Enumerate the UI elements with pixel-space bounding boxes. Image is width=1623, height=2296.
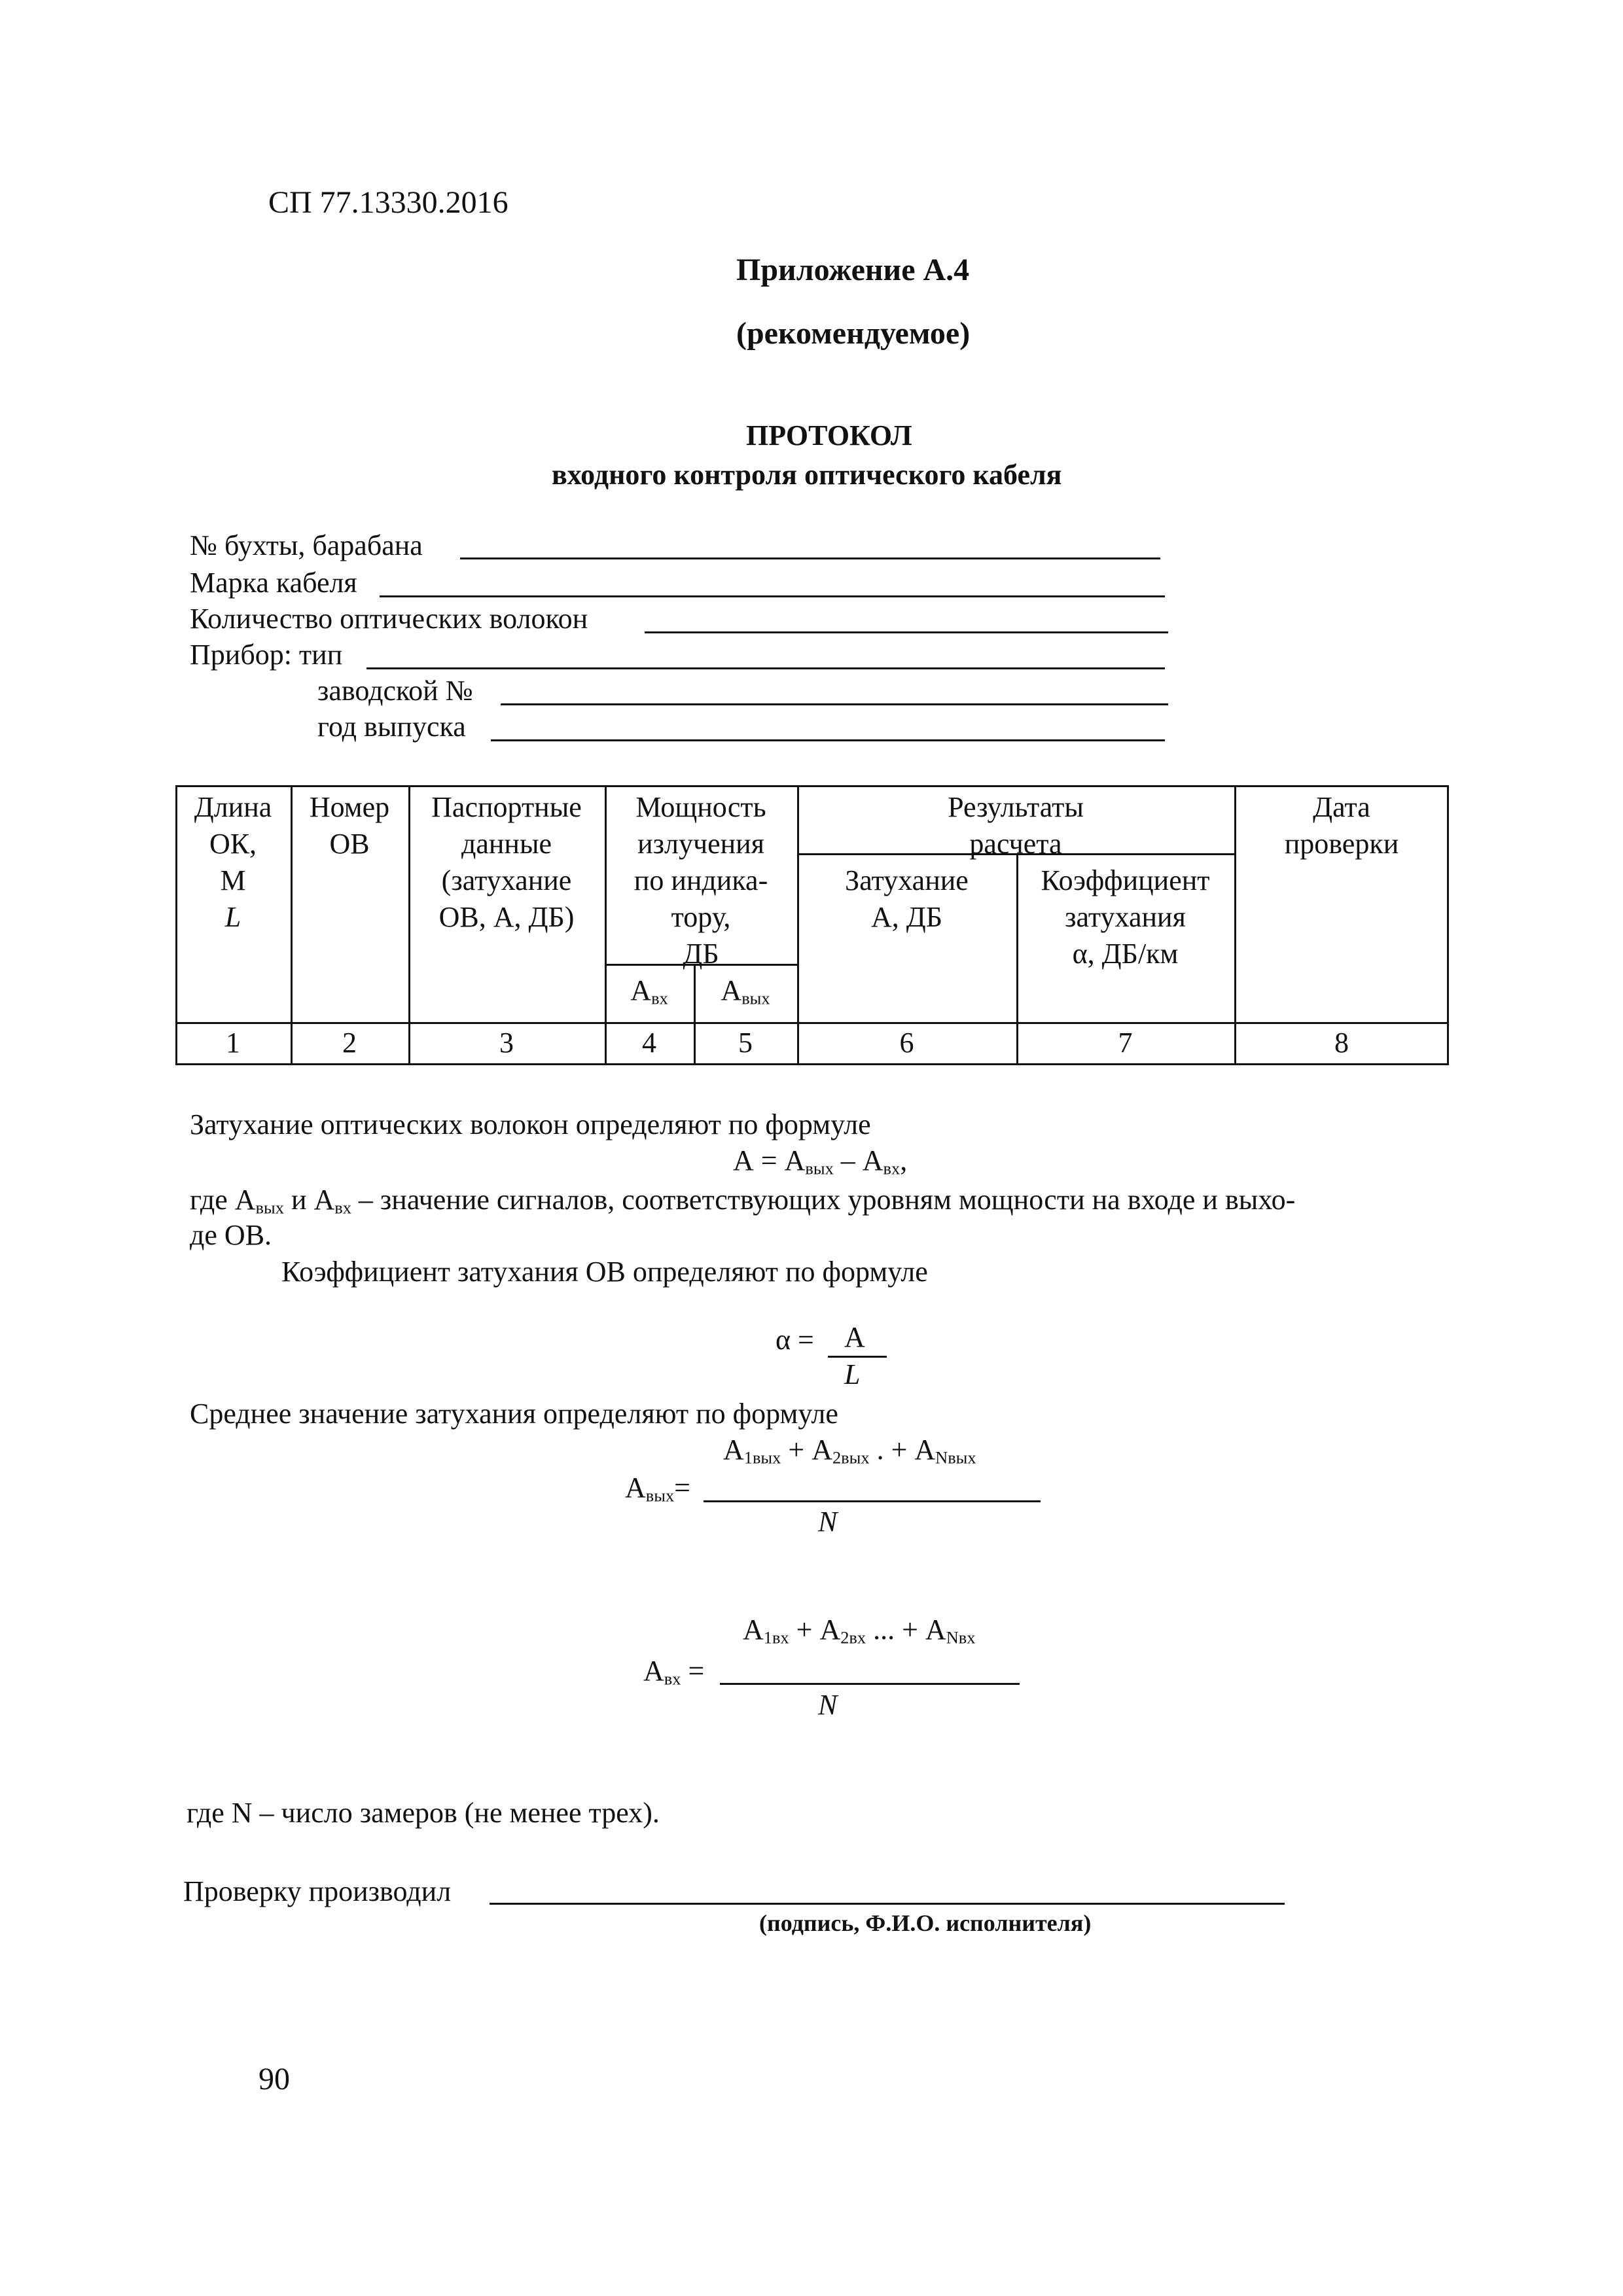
signature-hint: (подпись, Ф.И.О. исполнителя) (759, 1910, 1092, 1936)
header-attenuation: Затухание А, ДБ (845, 864, 969, 933)
formula-ain-numerator: $А_{1вх} + А_{2вх}$ ... + $А_{Nвх}$ (743, 1614, 976, 1648)
formula-attenuation: $А = А_{вых} - А_{вх}$, (733, 1144, 908, 1178)
standard-code: СП 77.13330.2016 (268, 185, 508, 220)
formula-aout-bar (704, 1500, 1041, 1502)
field-year-label: год выпуска (317, 711, 466, 743)
header-length: Длина ОК, М L (194, 791, 272, 933)
formula-aout-lhs: $А_{вых}=$ (625, 1472, 690, 1506)
field-device-type-line[interactable] (366, 667, 1165, 669)
col-number: 7 (1118, 1027, 1133, 1059)
formula-ain-lhs: $А_{вх}$ = (643, 1655, 705, 1689)
field-coil-label: № бухты, барабана (190, 529, 423, 561)
formula-ain-bar (720, 1683, 1020, 1685)
formula-alpha-denominator: L (844, 1358, 861, 1390)
formula-aout-denominator: N (818, 1506, 838, 1538)
col-number: 6 (899, 1027, 914, 1059)
paragraph-where: где $А_{вых}$ и $А_{вх}$ – значение сигналов, соответствующих уровням мощности на входе и выхо- (190, 1184, 1296, 1218)
formula-alpha-lhs: α = (776, 1324, 814, 1356)
paragraph-attenuation: Затухание оптических волокон определяют по формуле (190, 1108, 871, 1140)
paragraph-where-cont: де ОВ. (190, 1219, 272, 1251)
col-number: 8 (1334, 1027, 1349, 1059)
paragraph-n-definition: где N – число замеров (не менее трех). (187, 1797, 660, 1829)
header-passport: Паспортные данные (затухание ОВ, А, ДБ) (431, 791, 582, 933)
header-date: Дата проверки (1284, 791, 1399, 860)
col-number: 5 (738, 1027, 753, 1059)
header-results: Результаты расчета (948, 791, 1084, 860)
protocol-table (175, 785, 1449, 1065)
checked-by-label: Проверку производил (183, 1875, 452, 1907)
header-coefficient: Коэффициент затухания α, ДБ/км (1041, 864, 1210, 970)
header-power: Мощность излучения по индика- тору, ДБ (633, 791, 768, 970)
paragraph-mean: Среднее значение затухания определяют по формуле (190, 1398, 838, 1430)
field-serial-line[interactable] (501, 703, 1168, 705)
signature-line[interactable] (490, 1903, 1285, 1905)
formula-ain-denominator: N (818, 1689, 838, 1721)
header-power-in: $А_{вх}$ (630, 974, 668, 1008)
formula-aout-numerator: $А_{1вых} + А_{2вых}$ . + $А_{Nвых}$ (723, 1434, 976, 1468)
field-serial-label: заводской № (317, 675, 473, 707)
protocol-subtitle: входного контроля оптического кабеля (552, 459, 1062, 491)
field-coil-line[interactable] (460, 557, 1160, 559)
field-cable-brand-label: Марка кабеля (190, 567, 357, 599)
header-power-out: $А_{вых}$ (721, 974, 770, 1008)
row-sep-numbers (175, 1022, 1449, 1024)
field-year-line[interactable] (491, 739, 1165, 741)
appendix-subtitle: (рекомендуемое) (736, 316, 971, 351)
field-cable-brand-line[interactable] (380, 595, 1165, 597)
col-number: 4 (642, 1027, 656, 1059)
paragraph-coefficient: Коэффициент затухания ОВ определяют по формуле (281, 1256, 928, 1288)
table-border-top (175, 785, 1449, 787)
field-fiber-count-line[interactable] (645, 631, 1168, 633)
field-fiber-count-label: Количество оптических волокон (190, 603, 588, 635)
field-device-type-label: Прибор: тип (190, 639, 343, 671)
formula-alpha-numerator: А (844, 1321, 865, 1353)
protocol-title: ПРОТОКОЛ (746, 419, 912, 451)
col-number: 3 (499, 1027, 514, 1059)
col-number: 1 (226, 1027, 240, 1059)
table-border-bottom (175, 1063, 1449, 1065)
col-number: 2 (342, 1027, 357, 1059)
header-number: Номер ОВ (309, 791, 390, 860)
page-number: 90 (259, 2062, 290, 2096)
appendix-title: Приложение А.4 (736, 253, 970, 287)
